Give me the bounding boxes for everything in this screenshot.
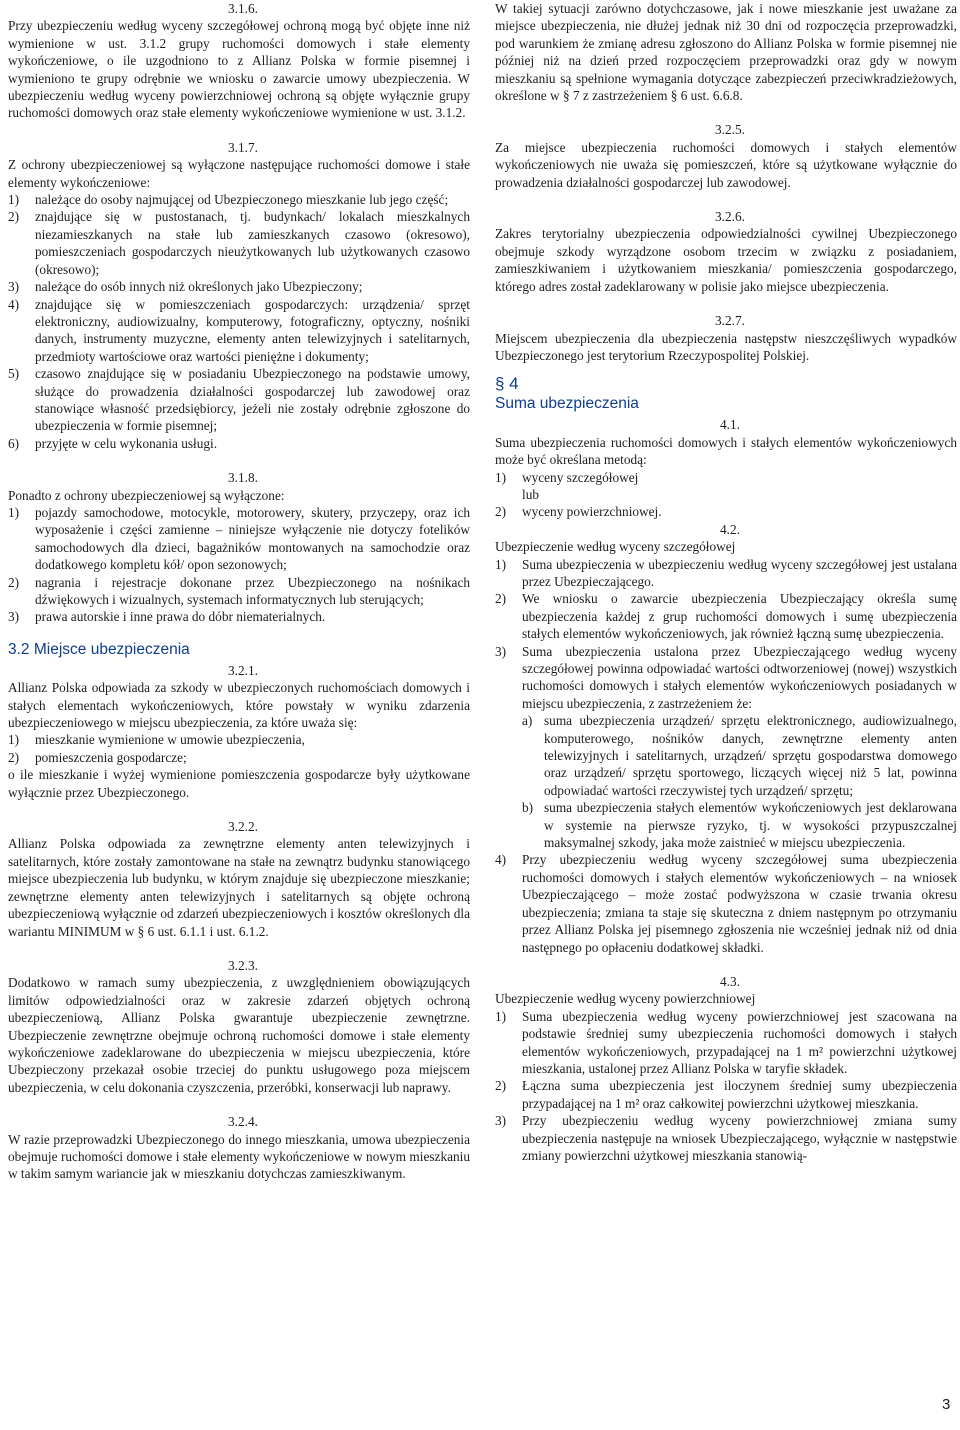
list-marker: 2) <box>495 504 507 520</box>
spacer <box>8 452 470 469</box>
list-item <box>495 643 957 713</box>
list-item-text: znajdujące się w pustostanach, tj. budynkach/ lokalach mieszkalnych niezamieszkanych na stałe lub zamieszkanych czasowo (okresowo), pomieszczeniach gospodarczych nieużytkowanych lub użytkowanych czasowo (okresowo); <box>35 209 470 277</box>
list-item <box>495 590 957 642</box>
list-marker: 3) <box>495 643 507 659</box>
paragraph: Ubezpieczenie według wyceny szczegółowej <box>495 539 736 555</box>
list-item-text: Suma ubezpieczenia według wyceny powierzchniowej jest szacowana na podstawie średniej sumy ubezpieczenia ruchomości domowych i stałych elementów wykończeniowych, przypadającej na 1 m² powierzchni użytkowej mieszkania, ustalonej przez Allianz Polska w taryfie składek. <box>522 1008 957 1076</box>
list-item <box>495 556 957 591</box>
list-item-text: wyceny powierzchniowej. <box>522 504 662 520</box>
list-marker: 1) <box>8 504 20 520</box>
list-item-text: przyjęte w celu wykonania usługi. <box>35 435 218 451</box>
list-marker: 2) <box>495 1078 507 1094</box>
section-number: 3.1.6. <box>228 1 258 16</box>
list-item <box>8 608 470 625</box>
section-number: 3.2.2. <box>228 819 258 835</box>
spacer <box>8 940 470 957</box>
section-heading: 3.2 Miejsce ubezpieczenia <box>8 640 190 658</box>
spacer <box>495 104 957 121</box>
list-marker: 1) <box>8 192 20 208</box>
list-item <box>8 435 470 452</box>
list-marker: 2) <box>495 591 507 607</box>
section-number: 4.3. <box>720 973 740 989</box>
list-marker: 4) <box>8 296 20 312</box>
spacer <box>8 801 470 818</box>
list-item <box>8 278 470 295</box>
spacer <box>495 956 957 973</box>
section-number: 3.2.7. <box>715 313 745 329</box>
list-item-text: należące do osób innych niż określonych jako Ubezpieczony; <box>35 279 363 295</box>
list-marker: 2) <box>8 749 20 765</box>
page-number: 3 <box>942 1396 951 1413</box>
paragraph: Dodatkowo w ramach sumy ubezpieczenia, z uwzględnieniem obowiązujących limitów odpowiedzialności oraz w zakresie zdarzeń objętych ochroną ubezpieczeniową, Allianz Polska gwarantuje ubezpieczenie zewnętrzne. Ubezpieczenie zewnętrzne obejmuje ochroną ruchomości domowe i stałe elementy wykończeniowe zadeklarowane do ubezpieczenia w miejscu ubezpieczenia, które Ubezpieczony przekazał osobie trzeciej do punktu usługowego poza miejscem ubezpieczenia, w celu dokonania czyszczenia, przeróbki, konserwacji lub naprawy. <box>8 975 470 1095</box>
list-item <box>8 365 470 435</box>
paragraph: W razie przeprowadzki Ubezpieczonego do innego mieszkania, umowa ubezpieczenia obejmuje ruchomości domowe i stałe elementy wykończeniowe w nowym mieszkaniu w takim samym wariancie jak w mieszkaniu dotychczas zamieszkiwanym. <box>8 1131 470 1182</box>
list-item <box>495 469 957 486</box>
spacer <box>8 626 470 634</box>
list-item-text: suma ubezpieczenia urządzeń/ sprzętu elektronicznego, audiowizualnego, komputerowego, nośników danych, zewnętrzne elementy anten telewizyjnych i satelitarnych, urządzeń/ sprzętu gospodarstwa domowego oraz urządzeń/ sprzętu sportowego, liczących więcej niż 5 lat, powinna odpowiadać wartości rzeczywistej tych urządzeń/ sprzętu; <box>544 713 957 798</box>
list-item <box>8 731 470 748</box>
paragraph-symbol-heading: § 4 <box>495 374 519 394</box>
list-item-text: znajdujące się w pomieszczeniach gospodarczych: urządzenia/ sprzęt elektroniczny, audiowizualny, komputerowy, fotograficzny, optyczny, nośniki danych, instrumenty muzyczne, elementy anten telewizyjnych i satelitarnych, przedmioty wartościowe oraz wartości pieniężne i dokumenty; <box>35 296 470 364</box>
spacer <box>495 295 957 312</box>
list-item-text: pomieszczenia gospodarcze; <box>35 749 187 765</box>
list-item-text: nagrania i rejestracje dokonane przez Ubezpieczonego na nośnikach dźwiękowych i wizualnych, systemach informatycznych lub sterujących; <box>35 574 470 607</box>
list-item <box>8 208 470 278</box>
section-number: 3.2.1. <box>228 662 258 678</box>
list-marker: a) <box>522 713 533 729</box>
spacer <box>8 1096 470 1113</box>
list-item <box>495 1077 957 1112</box>
list-marker: 6) <box>8 435 20 451</box>
list-marker <box>495 486 522 503</box>
list-marker: 5) <box>8 366 20 382</box>
list-item <box>8 296 470 366</box>
list-item-text: mieszkanie wymienione w umowie ubezpieczenia, <box>35 732 305 748</box>
paragraph: Zakres terytorialny ubezpieczenia odpowiedzialności cywilnej Ubezpieczonego obejmuje szkody wyrządzone osobom trzecim w związku z posiadaniem, zamieszkiwaniem i użytkowaniem mieszkania/ pomieszczenia gospodarczego, którego adres został zadeklarowany w polisie jako miejsce ubezpieczenia. <box>495 226 957 294</box>
list-item <box>8 504 470 574</box>
list-item <box>8 574 470 609</box>
paragraph: Ponadto z ochrony ubezpieczeniowej są wyłączone: <box>8 487 285 503</box>
paragraph: W takiej sytuacji zarówno dotychczasowe, jak i nowe mieszkanie jest uważane za miejsce ubezpieczenia, nie dłużej jednak niż 30 dni od rozpoczęcia przeprowadzki, pod warunkiem że zmianę adresu zgłoszono do Allianz Polska w formie pisemnej nie później niż na dzień przed rozpoczęciem przeprowadzki oraz gdy w nowym mieszkaniu są spełnione wymagania dotyczące zabezpieczeń przeciwkradzieżowych, określone w § 7 z zastrzeżeniem § 6 ust. 6.6.8. <box>495 1 957 104</box>
paragraph: Przy ubezpieczeniu według wyceny szczegółowej ochroną mogą być objęte inne niż wymienione w ust. 3.1.2 grupy ruchomości domowych i stałe elementy wykończeniowe, o ile uzgodniono to z Allianz Polska w formie pisemnej i wymieniono te grupy odrębnie we wniosku o zawarcie umowy ubezpieczenia. W ubezpieczeniu według wyceny powierzchniowej ochroną są objęte wyłącznie grupy ruchomości domowych oraz stałe elementy wykończeniowe wymienione w ust. 3.1.2. <box>8 18 470 121</box>
list-item-text: Łączna suma ubezpieczenia jest iloczynem średniej sumy ubezpieczenia przypadającej na 1 m² oraz całkowitej powierzchni użytkowej mieszkania. <box>522 1078 957 1111</box>
sub-list-item <box>522 712 957 799</box>
list-item-text: prawa autorskie i inne prawa do dóbr niematerialnych. <box>35 609 326 625</box>
list-item <box>495 1008 957 1078</box>
list-marker: 3) <box>495 1113 507 1129</box>
list-item-text: We wniosku o zawarcie ubezpieczenia Ubezpieczający określa sumę ubezpieczenia każdej z grup ruchomości domowych i sumę ubezpieczenia stałych elementów wykończeniowych, jak również łączną sumę ubezpieczenia. <box>522 591 957 642</box>
list-marker: 1) <box>495 556 507 572</box>
section-number: 3.2.5. <box>715 122 745 138</box>
sub-list-item <box>522 799 957 851</box>
paragraph: Allianz Polska odpowiada za zewnętrzne elementy anten telewizyjnych i satelitarnych, które zostały zamontowane na stałe na zewnątrz budynku stanowiącego miejsce ubezpieczenia lub budynku, w którym znajduje się ubezpieczone mieszkanie; zewnętrzne elementy anten telewizyjnych i satelitarnych są objęte ochroną ubezpieczeniową wyłącznie od zdarzeń ubezpieczeniowych i kosztów określonych dla wariantu MINIMUM w § 6 ust. 6.1.1 i ust. 6.1.2. <box>8 836 470 939</box>
list-marker: 1) <box>8 732 20 748</box>
paragraph: Za miejsce ubezpieczenia ruchomości domowych i stałych elementów wykończeniowych nie uważa się pomieszczeń, które są użytkowane wyłącznie do prowadzenia działalności gospodarczej lub zawodowej. <box>495 139 957 190</box>
list-marker: 1) <box>495 469 507 485</box>
section-number: 3.2.4. <box>228 1114 258 1130</box>
list-item-text: Przy ubezpieczeniu według wyceny powierzchniowej zmiana sumy ubezpieczenia następuje na wniosek Ubezpieczającego, wyłącznie w następstwie zmiany powierzchni użytkowej mieszkania stanowią- <box>522 1113 957 1163</box>
list-marker: 4) <box>495 852 507 868</box>
section-number: 4.2. <box>720 521 740 537</box>
list-marker: 3) <box>8 279 20 295</box>
paragraph: Ubezpieczenie według wyceny powierzchniowej <box>495 991 756 1007</box>
list-item <box>495 486 957 503</box>
list-item-text: suma ubezpieczenia stałych elementów wykończeniowych jest deklarowana w systemie na pierwsze ryzyko, tj. w wysokości przypuszczalnej maksymalnej szkody, jaka może zaistnieć w miejscu ubezpieczenia. <box>544 800 957 851</box>
list-item <box>495 851 957 955</box>
list-marker: 2) <box>8 574 20 590</box>
list-item <box>8 749 470 766</box>
left-column <box>8 0 470 1183</box>
section-title: Suma ubezpieczenia <box>495 395 639 413</box>
section-number: 3.1.7. <box>228 139 258 155</box>
section-number: 3.2.6. <box>715 209 745 225</box>
list-item-text: pojazdy samochodowe, motocykle, motorowery, skutery, przyczepy, oraz ich wyposażenie i części zamienne – niniejsze wyłączenie nie dotyczy fotelików samochodowych dla dzieci, bagażników montowanych na samochodzie oraz dodatkowego kompletu kół/ opon sezonowych; <box>35 504 470 573</box>
right-column <box>495 0 957 1164</box>
list-item-text: należące do osoby najmującej od Ubezpieczonego mieszkanie lub jego część; <box>35 192 449 208</box>
list-item-text: Przy ubezpieczeniu według wyceny szczegółowej suma ubezpieczenia ruchomości domowych i stałych elementów wykończeniowych – na wniosek Ubezpieczającego – może zostać podwyższona w czasie trwania okresu ubezpieczenia; zmiana ta staje się skuteczna z dniem następnym po otrzymaniu przez Allianz Polska jej pisemnego zgłoszenia nie wcześniej jednak niż od dnia następnego po opłaceniu dodatkowej składki. <box>522 852 957 955</box>
section-number: 3.1.8. <box>228 470 258 486</box>
list-item-text: lub <box>522 486 539 502</box>
section-number: 4.1. <box>720 417 740 433</box>
paragraph: Miejscem ubezpieczenia dla ubezpieczenia następstw nieszczęśliwych wypadków Ubezpieczonego jest terytorium Rzeczypospolitej Polskiej. <box>495 330 957 363</box>
section-number: 3.2.3. <box>228 957 258 973</box>
list-item-text: Suma ubezpieczenia ustalona przez Ubezpieczającego według wyceny szczegółowej powinna odpowiadać wartości odtworzeniowej (nowej) wszystkich ruchomości domowych i stałych elementów wykończeniowych posiadanych w miejscu ubezpieczenia, z zastrzeżeniem że: <box>522 643 957 711</box>
list-item <box>8 191 470 208</box>
list-item-text: wyceny szczegółowej <box>522 469 639 485</box>
paragraph: Suma ubezpieczenia ruchomości domowych i stałych elementów wykończeniowych może być określana metodą: <box>495 434 957 468</box>
list-item-text: Suma ubezpieczenia w ubezpieczeniu według wyceny szczegółowej jest ustalana przez Ubezpieczającego. <box>522 556 957 589</box>
list-marker: 2) <box>8 209 20 225</box>
list-marker: 1) <box>495 1008 507 1024</box>
spacer <box>8 122 470 139</box>
list-item <box>495 1112 957 1164</box>
list-item <box>495 503 957 520</box>
paragraph: Z ochrony ubezpieczeniowej są wyłączone następujące ruchomości domowe i stałe elementy wykończeniowe: <box>8 157 470 190</box>
paragraph: o ile mieszkanie i wyżej wymienione pomieszczenia gospodarcze były użytkowane wyłącznie przez Ubezpieczonego. <box>8 767 470 800</box>
list-marker: b) <box>522 800 534 816</box>
list-item-text: czasowo znajdujące się w posiadaniu Ubezpieczonego na podstawie umowy, służące do prowadzenia działalności gospodarczej lub zawodowej oraz stanowiące własność przedsiębiorcy, jeżeli nie zostały odrębnie zgłoszone do ubezpieczenia w formie pisemnej; <box>35 366 470 434</box>
spacer <box>495 191 957 208</box>
list-marker: 3) <box>8 609 20 625</box>
paragraph: Allianz Polska odpowiada za szkody w ubezpieczonych ruchomościach domowych i stałych elementach wykończeniowych, które powstały w wyniku zdarzenia ubezpieczeniowego w miejscu ubezpieczenia, za które uważa się: <box>8 680 470 731</box>
